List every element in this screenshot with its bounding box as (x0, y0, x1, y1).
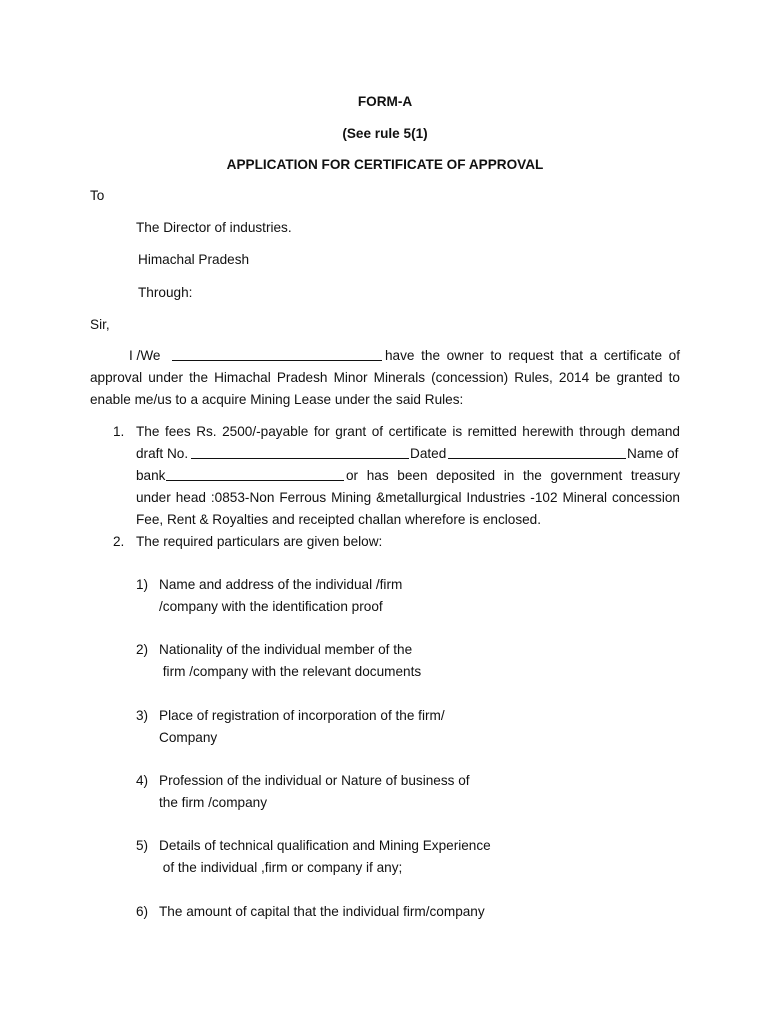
intro-line-3: enable me/us to a acquire Mining Lease under the said Rules: (90, 392, 464, 407)
salutation: Sir, (90, 317, 110, 332)
point-2-line-1: The required particulars are given below: (136, 534, 383, 549)
intro-line-2: approval under the Himachal Pradesh Minor Minerals (concession) Rules, 2014 be granted to (90, 370, 680, 385)
dated-blank[interactable] (448, 446, 626, 459)
point-2-number: 2. (113, 534, 125, 549)
particular-2-line-1: Nationality of the individual member of the (159, 642, 413, 657)
particular-5-line-2: of the individual ,firm or company if any; (159, 860, 403, 875)
particular-3-number: 3) (136, 708, 149, 723)
particular-2-number: 2) (136, 642, 149, 657)
form-title: FORM-A (357, 94, 413, 109)
particular-4-number: 4) (136, 773, 149, 788)
point-1-line-4: under head :0853-Non Ferrous Mining &metallurgical Industries -102 Mineral concession (136, 490, 680, 505)
applicant-name-blank[interactable] (172, 348, 382, 361)
particular-3-line-1: Place of registration of incorporation of the firm/ (159, 708, 445, 723)
addressee-line: The Director of industries. (136, 220, 292, 235)
particular-6-line-1: The amount of capital that the individual firm/company (159, 904, 485, 919)
state-line: Himachal Pradesh (138, 252, 250, 267)
point-1-number: 1. (113, 424, 125, 439)
bank-label: bank (136, 468, 166, 483)
name-of-label: Name of (627, 446, 679, 461)
bank-name-blank[interactable] (166, 468, 344, 481)
rule-reference: (See rule 5(1) (342, 126, 428, 141)
point-1-line-5: Fee, Rent & Royalties and receipted challan wherefore is enclosed. (136, 512, 542, 527)
particular-2-line-2: firm /company with the relevant documents (159, 664, 422, 679)
particular-1-line-1: Name and address of the individual /firm (159, 577, 403, 592)
particular-6-number: 6) (136, 904, 149, 919)
particular-4-line-2: the firm /company (159, 795, 268, 810)
intro-suffix: have the owner to request that a certificate of (385, 348, 680, 363)
draft-number-blank[interactable] (191, 446, 409, 459)
particular-1-number: 1) (136, 577, 149, 592)
particular-5-number: 5) (136, 838, 149, 853)
to-label: To (90, 188, 105, 203)
form-heading: APPLICATION FOR CERTIFICATE OF APPROVAL (226, 157, 544, 172)
draft-no-label: draft No. (136, 446, 189, 461)
particular-4-line-1: Profession of the individual or Nature of business of (159, 773, 470, 788)
deposited-text: or has been deposited in the government treasury (346, 468, 680, 483)
through-line: Through: (138, 285, 193, 300)
particular-3-line-2: Company (159, 730, 218, 745)
point-1-line-1: The fees Rs. 2500/-payable for grant of certificate is remitted herewith through demand (136, 424, 680, 439)
dated-label: Dated (410, 446, 447, 461)
particular-1-line-2: /company with the identification proof (159, 599, 383, 614)
intro-prefix: I /We (129, 348, 161, 363)
particular-5-line-1: Details of technical qualification and Mining Experience (159, 838, 491, 853)
